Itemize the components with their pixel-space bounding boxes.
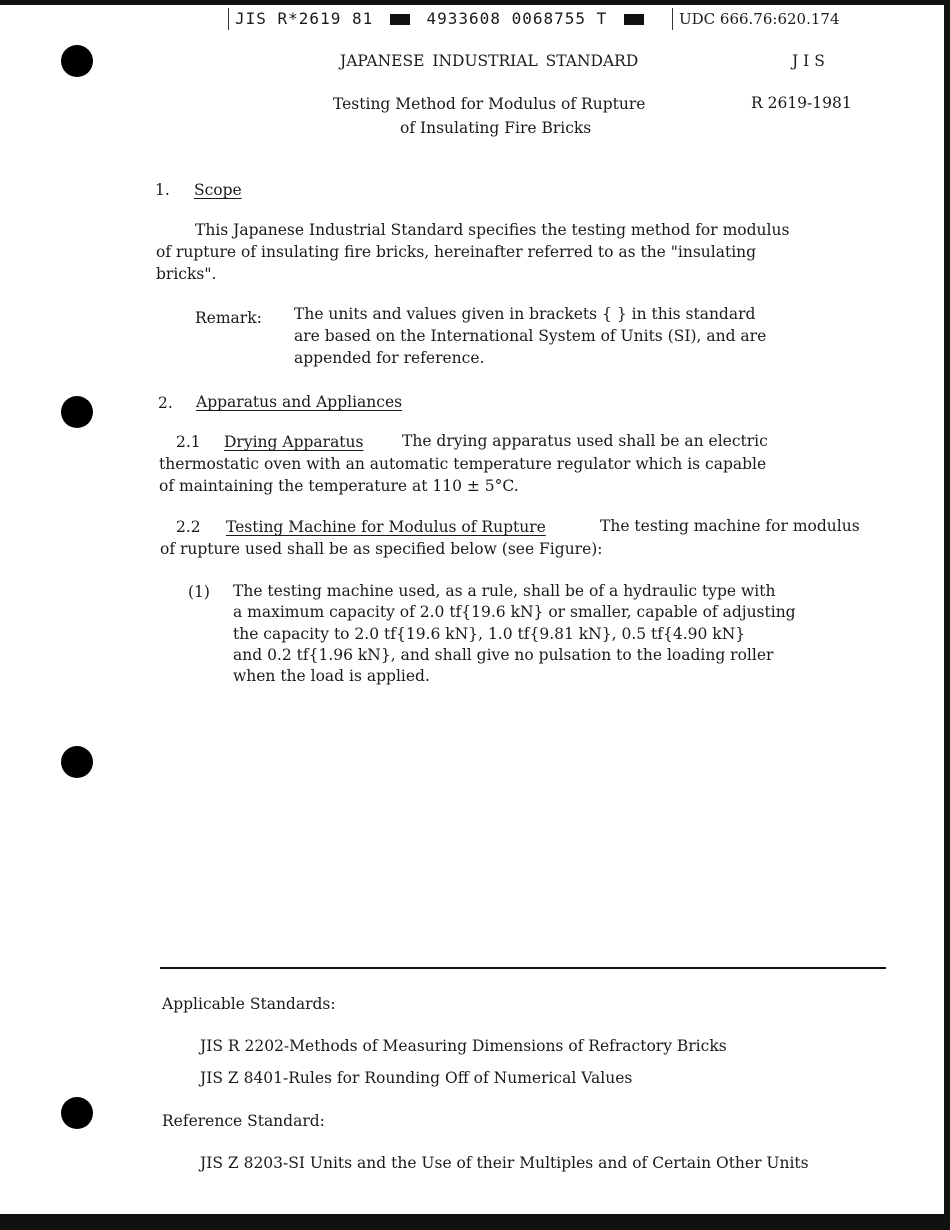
- document-title-line2: of Insulating Fire Bricks: [400, 119, 592, 137]
- scan-edge-bottom: [0, 1214, 950, 1230]
- remark-line: The units and values given in brackets { } in this standard: [294, 305, 756, 323]
- section1-number: 1.: [155, 181, 170, 199]
- section2-number: 2.: [158, 394, 173, 412]
- punch-hole: [61, 746, 93, 778]
- black-mark: [390, 14, 410, 25]
- punch-hole: [61, 1097, 93, 1129]
- remark-line: appended for reference.: [294, 349, 485, 367]
- section1-heading: Scope: [194, 181, 242, 199]
- subsection-2-2-line: The testing machine for modulus: [600, 517, 860, 535]
- punch-hole: [61, 45, 93, 77]
- section2-heading: Apparatus and Appliances: [196, 393, 403, 411]
- subsection-2-2-line: of rupture used shall be as specified below (see Figure):: [160, 540, 603, 558]
- punch-hole: [61, 396, 93, 428]
- applicable-standard-item: JIS Z 8401-Rules for Rounding Off of Numerical Values: [200, 1069, 633, 1087]
- header-code: JIS R*2619 81: [235, 9, 374, 28]
- reference-standard-heading: Reference Standard:: [162, 1112, 325, 1130]
- subsection-2-1-line: thermostatic oven with an automatic temperature regulator which is capable: [159, 455, 767, 473]
- standard-title: JAPANESE INDUSTRIAL STANDARD: [340, 52, 639, 70]
- footer-rule: [160, 967, 886, 969]
- subsection-2-2-number: 2.2: [176, 518, 201, 536]
- header-number: 4933608 0068755 T: [426, 9, 608, 28]
- item-1-line: the capacity to 2.0 tf{19.6 kN}, 1.0 tf{9.81 kN}, 0.5 tf{4.90 kN}: [233, 625, 746, 643]
- item-1-line: when the load is applied.: [233, 667, 430, 685]
- item-1-number: (1): [188, 583, 210, 601]
- document-title-line1: Testing Method for Modulus of Rupture: [333, 95, 646, 113]
- scan-edge-top: [0, 0, 950, 5]
- subsection-2-1-number: 2.1: [176, 433, 201, 451]
- header-code-strip: [228, 8, 650, 30]
- section1-para-line: This Japanese Industrial Standard specifies the testing method for modulus: [195, 221, 790, 239]
- subsection-2-1-line: The drying apparatus used shall be an electric: [402, 432, 768, 450]
- subsection-2-1-heading: Drying Apparatus: [224, 433, 364, 451]
- subsection-2-1-line: of maintaining the temperature at 110 ± 5°C.: [159, 477, 519, 495]
- scan-edge-right: [944, 0, 950, 1230]
- item-1-line: The testing machine used, as a rule, shall be of a hydraulic type with: [233, 582, 776, 600]
- applicable-standard-item: JIS R 2202-Methods of Measuring Dimensions of Refractory Bricks: [200, 1037, 727, 1055]
- black-mark: [624, 14, 644, 25]
- remark-label: Remark:: [195, 309, 262, 327]
- applicable-standards-heading: Applicable Standards:: [162, 995, 336, 1013]
- reference-standard-item: JIS Z 8203-SI Units and the Use of their Multiples and of Certain Other Units: [200, 1154, 809, 1172]
- item-1-line: and 0.2 tf{1.96 kN}, and shall give no pulsation to the loading roller: [233, 646, 774, 664]
- section1-para-line: of rupture of insulating fire bricks, hereinafter referred to as the "insulating: [156, 243, 757, 261]
- remark-line: are based on the International System of Units (SI), and are: [294, 327, 767, 345]
- document-number: R 2619-1981: [751, 94, 852, 112]
- jis-label: J I S: [792, 52, 825, 70]
- udc-code: UDC 666.76:620.174: [672, 8, 839, 30]
- item-1-line: a maximum capacity of 2.0 tf{19.6 kN} or smaller, capable of adjusting: [233, 603, 796, 621]
- subsection-2-2-heading: Testing Machine for Modulus of Rupture: [226, 518, 546, 536]
- section1-para-line: bricks".: [156, 265, 217, 283]
